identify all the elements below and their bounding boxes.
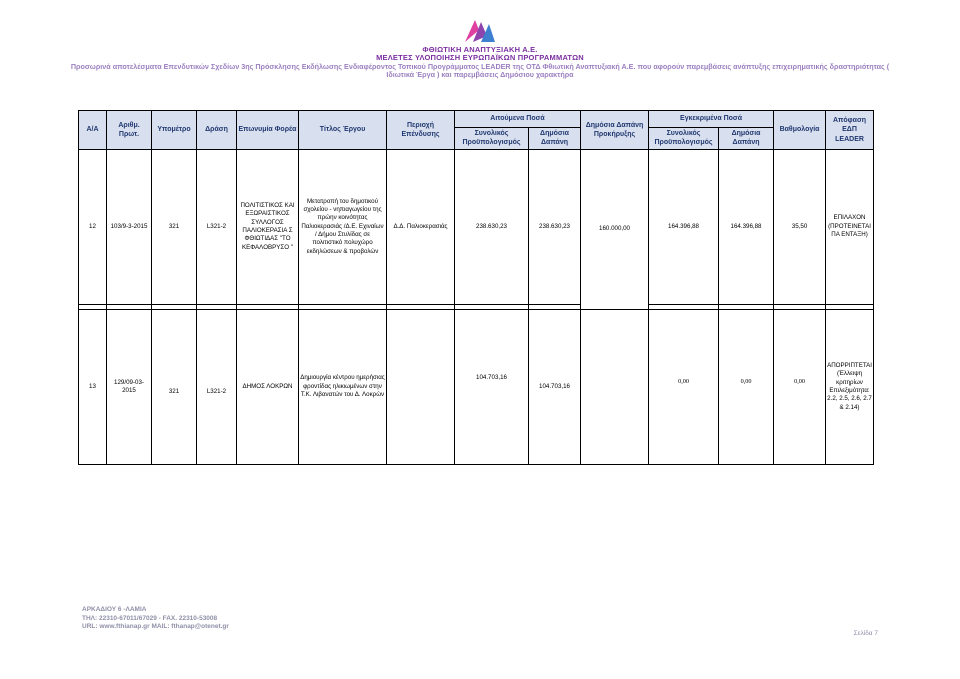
row13-decision: ΑΠΟΡΡΙΠΤΕΤΑΙ (Έλλειψη κριτηρίων Επιλεξιμότητα: 2.2, 2.5, 2.6, 2.7 & 2.14) <box>826 309 874 464</box>
row13-action: L321-2 <box>197 309 237 464</box>
header-protocol: Αριθμ. Πρωτ. <box>107 111 152 150</box>
row12-score: 35,50 <box>774 149 826 304</box>
header-aa: Α/Α <box>79 111 107 150</box>
row13-project-title: Δημιουργία κέντρου ημερήσιας φροντίδας ηλικιωμένων στην Τ.Κ. Λιβανατών του Δ. Λοκρών <box>299 309 387 464</box>
row12-app-public: 164.396,88 <box>719 149 774 304</box>
row12-body-name: ΠΟΛΙΤΙΣΤΙΚΟΣ ΚΑΙ ΕΞΩΡΑΙΣΤΙΚΟΣ ΣΥΛΛΟΓΟΣ ΠΑΛΙΟΚΕΡΑΣΙΑ Σ ΦΘΙΩΤΙΔΑΣ "ΤΟ ΚΕΦΑΛΟΒΡΥΣΟ " <box>237 149 299 304</box>
header-app-public: Δημόσια Δαπάνη <box>719 128 774 150</box>
table-row <box>79 309 874 464</box>
row13-app-public: 0,00 <box>719 309 774 464</box>
results-table <box>78 110 874 465</box>
document-subtitle-line2: Ιδιωτικά Έργα ) και παρεμβάσεις Δημόσιου χαρακτήρα <box>386 70 574 79</box>
header-body-name: Επωνυμία Φορέα <box>237 111 299 150</box>
header-action: Δράση <box>197 111 237 150</box>
row12-region: Δ.Δ. Παλιοκερασιάς <box>387 149 455 304</box>
department-name: ΜΕΛΕΤΕΣ ΥΛΟΠΟΙΗΣΗ ΕΥΡΩΠΑΪΚΩΝ ΠΡΟΓΡΑΜΜΑΤΩΝ <box>376 53 584 62</box>
row12-project-title: Μετατροπή του δημοτικού σχολείου - νηπιαγωγείου της πρώην κοινότητας Παλιοκερασιάς /Δ.Ε. Εχιναίων / Δήμου Στυλίδας σε πολιτιστικό πολυχώρο εκδηλώσεων & προβολών <box>299 149 387 304</box>
row13-protocol: 129/09-03-2015 <box>107 309 152 464</box>
page-number: Σελίδα 7 <box>853 630 878 637</box>
header-score: Βαθμολογία <box>774 111 826 150</box>
header-requested: Αιτούμενα Ποσά <box>455 111 581 128</box>
header-measure: Υπομέτρο <box>152 111 197 150</box>
footer-phones: ΤΗΛ: 22310-67011/67029 - FAX. 22310-53008 <box>82 615 218 622</box>
row12-app-total: 164.396,88 <box>649 149 719 304</box>
row13-req-public: 104.703,16 <box>529 309 581 464</box>
header-approved: Εγκεκριμένα Ποσά <box>649 111 774 128</box>
header-public-cap: Δημόσια Δαπάνη Προκήρυξης <box>581 111 649 150</box>
footer-address: ΑΡΚΑΔΙΟΥ 6 -ΛΑΜΙΑ <box>82 606 147 613</box>
footer-urls: URL: www.fthianap.gr MAIL: fthanap@otenet.gr <box>82 623 229 630</box>
header-decision: Απόφαση ΕΔΠ LEADER <box>826 111 874 150</box>
table-row <box>79 149 874 304</box>
row12-req-total: 238.630,23 <box>455 149 529 304</box>
company-logo-icon <box>461 18 497 44</box>
row13-measure: 321 <box>152 309 197 464</box>
row13-req-total: 104.703,16 <box>455 309 529 464</box>
document-subtitle-line1: Προσωρινά αποτελέσματα Επενδυτικών Σχεδίων 3ης Πρόσκλησης Εκδήλωσης Ενδιαφέροντος Τοπικού Προγράμματος LEADER της ΟΤΔ Φθιωτική Αναπτυξιακή Α.Ε. που αφορούν παρεμβάσεις ανάπτυξης επιχειρηματικής δραστηριότητας ( <box>70 62 890 71</box>
row13-score: 0,00 <box>774 309 826 464</box>
header-req-total: Συνολικός Προϋπολογισμός <box>455 128 529 150</box>
public-cap-value: 160.000,00 <box>581 149 649 309</box>
row12-decision: ΕΠΙΛΑΧΟΝ (ΠΡΟΤΕΙΝΕΤΑΙ ΠΑ ΕΝΤΑΞΗ) <box>826 149 874 304</box>
row12-protocol: 103/9-3-2015 <box>107 149 152 304</box>
row12-action: L321-2 <box>197 149 237 304</box>
row12-measure: 321 <box>152 149 197 304</box>
row13-region <box>387 309 455 464</box>
row13-app-total: 0,00 <box>649 309 719 464</box>
header-app-total: Συνολικός Προϋπολογισμός <box>649 128 719 150</box>
header-region: Περιοχή Επένδυσης <box>387 111 455 150</box>
header-project-title: Τίτλος Έργου <box>299 111 387 150</box>
row13-body-name: ΔΗΜΟΣ ΛΟΚΡΩΝ <box>237 309 299 464</box>
row13-aa: 13 <box>79 309 107 464</box>
row12-req-public: 238.630,23 <box>529 149 581 304</box>
company-name: ΦΘΙΩΤΙΚΗ ΑΝΑΠΤΥΞΙΑΚΗ Α.Ε. <box>422 45 538 54</box>
row12-aa: 12 <box>79 149 107 304</box>
header-req-public: Δημόσια Δαπάνη <box>529 128 581 150</box>
